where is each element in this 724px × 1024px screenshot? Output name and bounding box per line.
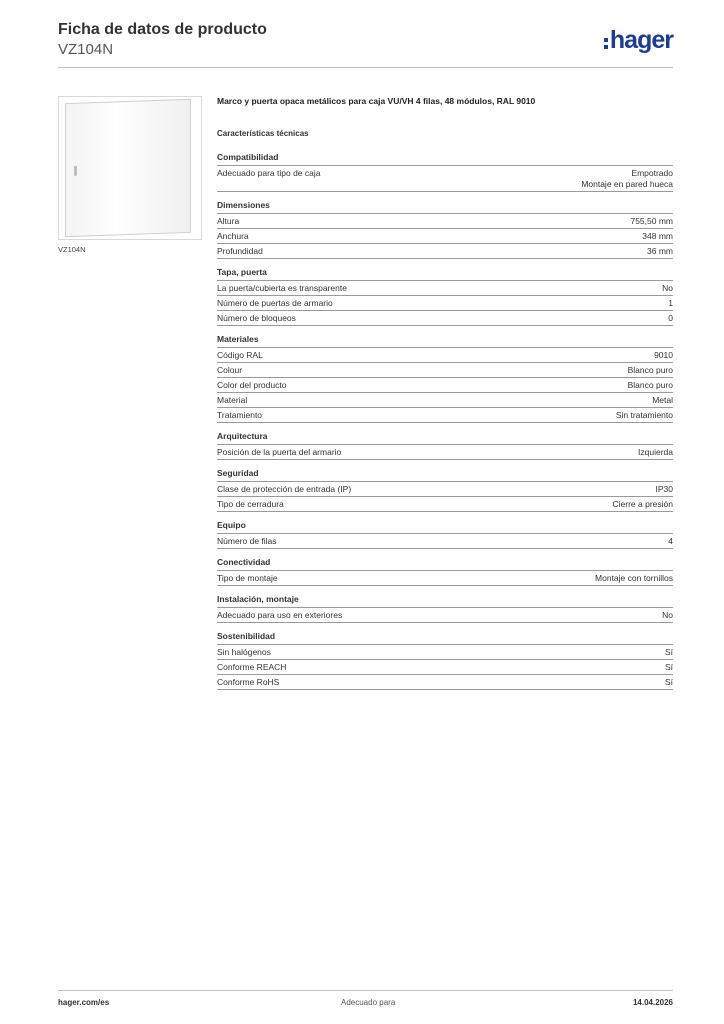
spec-sections — [217, 152, 673, 690]
section-title: Materiales — [217, 334, 673, 348]
spec-value — [613, 499, 673, 510]
spec-value-line: Blanco puro — [627, 365, 673, 375]
spec-row — [217, 571, 673, 586]
spec-label: Tratamiento — [217, 410, 263, 420]
logo-dots-icon — [604, 38, 608, 49]
spec-section — [217, 431, 673, 460]
section-title: Dimensiones — [217, 200, 673, 214]
spec-value-line: Montaje en pared hueca — [581, 179, 673, 189]
spec-label: Tipo de cerradura — [217, 499, 284, 509]
spec-section — [217, 594, 673, 623]
section-title: Tapa, puerta — [217, 267, 673, 281]
footer-middle-text: Adecuado para — [341, 998, 396, 1007]
section-title: Seguridad — [217, 468, 673, 482]
spec-label: Conforme REACH — [217, 662, 287, 672]
section-title: Equipo — [217, 520, 673, 534]
spec-value — [581, 168, 673, 190]
spec-value — [628, 380, 673, 391]
spec-label: La puerta/cubierta es transparente — [217, 283, 347, 293]
product-description: Marco y puerta opaca metálicos para caja VU/VH 4 filas, 48 módulos, RAL 9010 — [217, 96, 536, 106]
spec-value — [668, 536, 673, 547]
spec-row — [217, 660, 673, 675]
spec-value-line: 1 — [668, 298, 673, 308]
spec-label: Clase de protección de entrada (IP) — [217, 484, 352, 494]
spec-section — [217, 152, 673, 192]
spec-value — [630, 216, 673, 227]
header-divider — [58, 67, 673, 68]
page-header — [58, 20, 673, 59]
spec-value — [665, 647, 673, 658]
spec-row — [217, 608, 673, 623]
spec-label: Número de puertas de armario — [217, 298, 333, 308]
spec-row — [217, 281, 673, 296]
spec-value — [616, 410, 673, 421]
hager-logo — [604, 26, 673, 54]
spec-section — [217, 468, 673, 512]
spec-value-line: Sí — [664, 677, 673, 687]
spec-value-line: Blanco puro — [627, 380, 673, 390]
spec-value-line: No — [662, 283, 673, 293]
product-image — [58, 96, 202, 240]
spec-label: Sin halógenos — [217, 647, 271, 657]
spec-section — [217, 267, 673, 326]
spec-value-line: Izquierda — [638, 447, 673, 457]
spec-value-line: 9010 — [654, 350, 673, 360]
spec-value-line: 348 mm — [642, 231, 673, 241]
section-title: Compatibilidad — [217, 152, 673, 166]
footer-divider — [58, 990, 673, 991]
spec-value — [638, 447, 673, 458]
footer-date: 14.04.2026 — [632, 998, 673, 1007]
spec-label: Altura — [217, 216, 240, 226]
spec-label: Material — [217, 395, 248, 405]
spec-value-line: Sí — [664, 647, 673, 657]
product-image-caption: VZ104N — [58, 245, 86, 254]
spec-value — [665, 662, 673, 673]
spec-value-line: No — [662, 610, 673, 620]
spec-row — [217, 363, 673, 378]
spec-row — [217, 445, 673, 460]
spec-label: Número de bloqueos — [217, 313, 296, 323]
spec-row — [217, 378, 673, 393]
spec-value — [668, 313, 673, 324]
spec-value-line: 0 — [668, 313, 673, 323]
spec-value-line: Sí — [664, 662, 673, 672]
spec-value — [642, 231, 673, 242]
spec-row — [217, 348, 673, 363]
spec-value-line: Montaje con tornillos — [595, 573, 673, 583]
spec-label: Tipo de montaje — [217, 573, 278, 583]
section-title: Conectividad — [217, 557, 673, 571]
spec-value-line: 36 mm — [647, 246, 673, 256]
spec-value-line: 4 — [668, 536, 673, 546]
spec-value — [662, 610, 673, 621]
spec-row — [217, 296, 673, 311]
spec-row — [217, 645, 673, 660]
spec-row — [217, 311, 673, 326]
tech-characteristics-title: Características técnicas — [217, 129, 309, 138]
spec-value — [662, 283, 673, 294]
spec-value-line: IP30 — [655, 484, 673, 494]
spec-section — [217, 334, 673, 423]
section-title: Sostenibilidad — [217, 631, 673, 645]
spec-row — [217, 497, 673, 512]
spec-value — [654, 350, 673, 361]
spec-label: Profundidad — [217, 246, 263, 256]
spec-row — [217, 393, 673, 408]
spec-value — [595, 573, 673, 584]
spec-label: Adecuado para tipo de caja — [217, 168, 321, 178]
spec-row — [217, 482, 673, 497]
spec-label: Color del producto — [217, 380, 287, 390]
spec-value — [647, 246, 673, 257]
spec-section — [217, 557, 673, 586]
spec-content — [217, 95, 673, 698]
spec-label: Código RAL — [217, 350, 263, 360]
footer-website: hager.com/es — [58, 998, 110, 1007]
spec-row — [217, 408, 673, 423]
document-title: Ficha de datos de producto — [58, 21, 267, 38]
spec-label: Conforme RoHS — [217, 677, 280, 687]
product-code: VZ104N — [58, 41, 114, 58]
spec-row — [217, 166, 673, 192]
spec-row — [217, 675, 673, 690]
spec-section — [217, 200, 673, 259]
section-title: Instalación, montaje — [217, 594, 673, 608]
spec-value-line: Sin tratamiento — [615, 410, 673, 420]
spec-row — [217, 244, 673, 259]
spec-value — [665, 677, 673, 688]
spec-value-line: Cierre a presión — [612, 499, 673, 509]
section-title: Arquitectura — [217, 431, 673, 445]
spec-label: Posición de la puerta del armario — [217, 447, 342, 457]
spec-label: Adecuado para uso en exteriores — [217, 610, 343, 620]
spec-section — [217, 631, 673, 690]
spec-value — [652, 395, 673, 406]
spec-row — [217, 229, 673, 244]
spec-value-line: Empotrado — [631, 168, 673, 178]
spec-row — [217, 214, 673, 229]
spec-value-line: 755,50 mm — [630, 216, 673, 226]
spec-value — [628, 365, 673, 376]
spec-label: Número de filas — [217, 536, 277, 546]
spec-value — [668, 298, 673, 309]
spec-label: Anchura — [217, 231, 249, 241]
spec-section — [217, 520, 673, 549]
logo-text: hager — [609, 26, 673, 54]
spec-value-line: Metal — [652, 395, 673, 405]
spec-row — [217, 534, 673, 549]
spec-value — [656, 484, 674, 495]
spec-label: Colour — [217, 365, 243, 375]
door-illustration — [65, 99, 191, 237]
